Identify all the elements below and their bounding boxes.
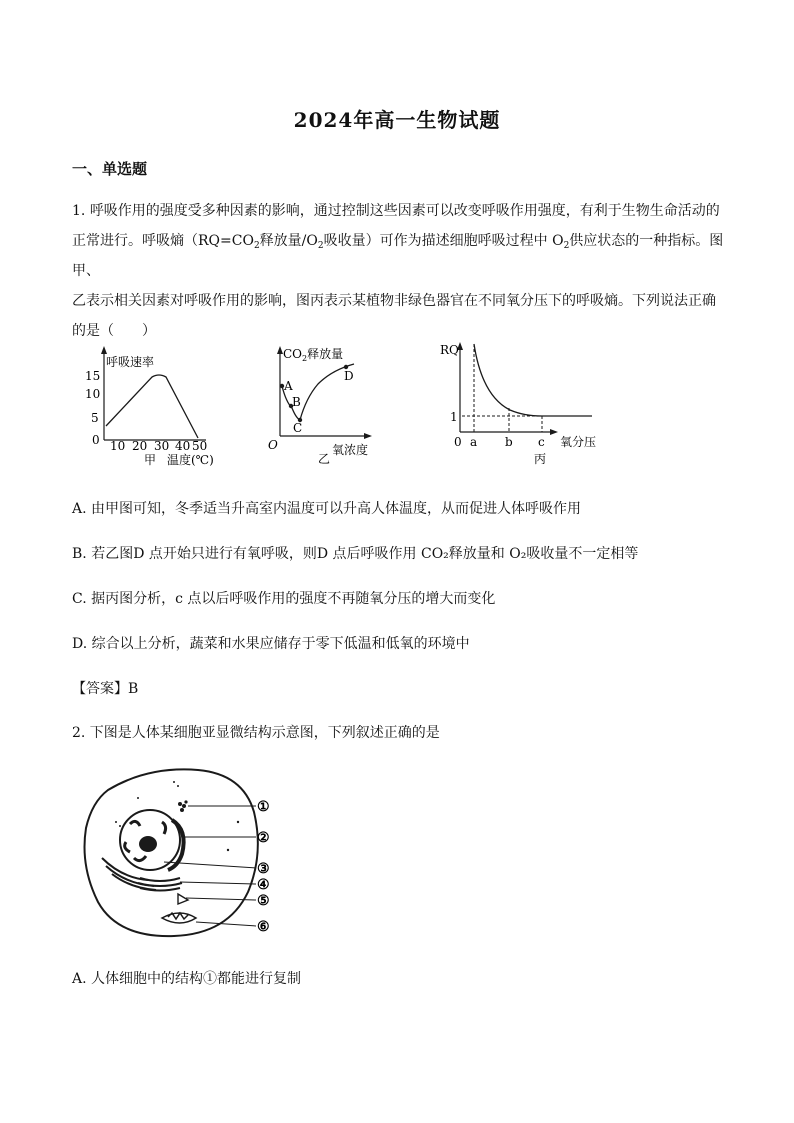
mitochondrion — [162, 913, 196, 923]
bing-xtick-b: b — [505, 435, 513, 449]
jia-xtick-20: 20 — [132, 439, 148, 453]
leader-4 — [180, 882, 256, 884]
section-heading: 一、单选题 — [72, 160, 148, 178]
cell-label-6: ⑥ — [257, 919, 270, 935]
yi-label-d: D — [344, 369, 354, 383]
jia-y-arrow — [101, 346, 107, 354]
q1-stem-line-2: 正常进行。呼吸熵（$RQ=CO_2$释放量$/O_2$吸收量）可作为描述细胞呼吸过程中 $O_2$供应状态的一种指标。图甲、 — [72, 233, 724, 279]
yi-label-c: C — [293, 421, 303, 435]
golgi-apparatus — [138, 878, 182, 891]
yi-caption: 乙 — [318, 452, 331, 465]
figure-bing — [438, 338, 608, 468]
bing-xtick-a: a — [470, 435, 478, 449]
jia-curve — [106, 375, 198, 438]
q1-stem-line-1: 1. 呼吸作用的强度受多种因素的影响，通过控制这些因素可以改变呼吸作用强度，有利于生物生命活动的 — [72, 203, 720, 219]
bing-xtick-c: c — [538, 435, 545, 449]
yi-xlabel: 氧浓度 — [332, 443, 369, 457]
jia-caption: 甲 — [144, 453, 157, 467]
bing-ylabel: RQ — [440, 343, 459, 357]
bing-curve — [474, 344, 542, 416]
figure-yi — [262, 340, 387, 465]
yi-label-a: A — [284, 379, 293, 393]
bing-caption: 丙 — [534, 452, 547, 466]
jia-ytick-10: 10 — [85, 387, 101, 401]
cell-label-1: ① — [257, 799, 270, 815]
figure-jia — [84, 340, 234, 470]
jia-ytick-5: 5 — [91, 411, 99, 425]
vesicle — [178, 894, 188, 904]
scattered-ribosomes — [115, 781, 239, 851]
jia-xlabel: 温度(℃) — [167, 453, 214, 467]
bing-x-arrow — [550, 429, 558, 435]
jia-xtick-50: 50 — [192, 439, 208, 453]
cell-membrane — [85, 769, 258, 936]
cell-label-4: ④ — [257, 877, 270, 893]
cell-label-3: ③ — [257, 861, 270, 877]
yi-x-arrow — [364, 433, 372, 439]
jia-xtick-40: 40 — [175, 439, 191, 453]
nucleolus — [139, 836, 157, 852]
cell-label-5: ⑤ — [257, 893, 270, 909]
jia-ylabel: 呼吸速率 — [106, 355, 155, 369]
q1-stem-line-4: 的是（ ） — [72, 323, 156, 339]
cell-diagram — [78, 762, 278, 947]
yi-origin: O — [268, 438, 278, 452]
page-title: 2024年高一生物试题 — [293, 108, 501, 132]
jia-ytick-15: 15 — [85, 369, 101, 383]
q1-option-d: D. 综合以上分析，蔬菜和水果应储存于零下低温和低氧的环境中 — [72, 636, 470, 652]
jia-xtick-30: 30 — [154, 439, 170, 453]
cell-label-2: ② — [257, 830, 270, 846]
q1-option-b: B. 若乙图D 点开始只进行有氧呼吸，则D 点后呼吸作用 CO₂释放量和 O₂吸收量不一定相等 — [72, 546, 639, 562]
q2-option-a: A. 人体细胞中的结构①都能进行复制 — [72, 971, 302, 987]
jia-origin: 0 — [92, 433, 100, 447]
bing-xlabel: 氧分压 — [560, 435, 597, 449]
q1-stem — [72, 196, 724, 346]
q2-stem: 2. 下图是人体某细胞亚显微结构示意图，下列叙述正确的是 — [72, 725, 440, 741]
yi-label-b: B — [292, 395, 301, 409]
q1-stem-line-3: 乙表示相关因素对呼吸作用的影响，图丙表示某植物非绿色器官在不同氧分压下的呼吸熵。下列说法正确 — [72, 293, 716, 309]
bing-ytick-1: 1 — [450, 410, 458, 424]
q1-option-c: C. 据丙图分析，c 点以后呼吸作用的强度不再随氧分压的增大而变化 — [72, 591, 496, 607]
yi-ylabel: $CO_2$释放量 — [283, 347, 344, 363]
q1-answer: 【答案】B — [72, 681, 139, 697]
jia-xtick-10: 10 — [110, 439, 126, 453]
leader-6 — [196, 922, 256, 926]
q1-option-a: A. 由甲图可知，冬季适当升高室内温度可以升高人体温度，从而促进人体呼吸作用 — [72, 501, 582, 517]
bing-origin: 0 — [454, 435, 462, 449]
centrosome — [178, 800, 188, 812]
